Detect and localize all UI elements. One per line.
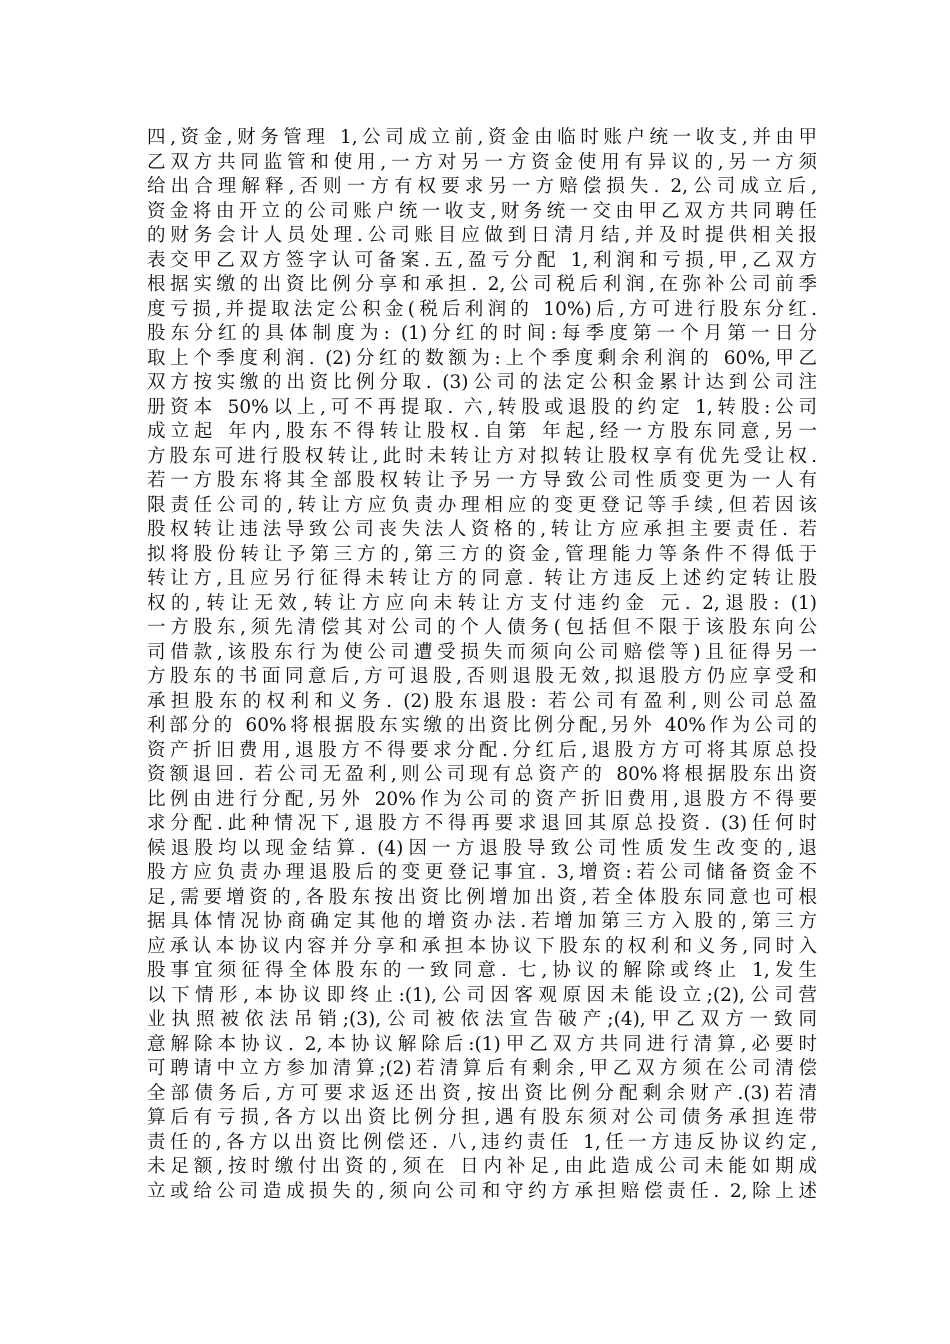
text-line: 资产折旧费用,退股方不得要求分配.分红后,退股方方可将其原总投: [147, 739, 817, 761]
text-line: 四,资金,财务管理 1,公司成立前,资金由临时账户统一收支,并由甲: [147, 127, 817, 148]
document-body: [147, 126, 817, 1204]
text-line: 方股东可进行股权转让,此时未转让方对拟转让股权享有优先受让权.: [147, 445, 817, 467]
text-line: 表交甲乙双方签字认可备案.五,盈亏分配 1,利润和亏损,甲,乙双方: [147, 249, 817, 271]
text-line: 可聘请中立方参加清算;(2)若清算后有剩余,甲乙双方须在公司清偿: [147, 1058, 817, 1079]
text-line: 全部债务后,方可要求返还出资,按出资比例分配剩余财产.(3)若清: [147, 1082, 817, 1104]
text-line: 应承认本协议内容并分享和承担本协议下股东的权利和义务,同时入: [147, 935, 817, 957]
text-line: 限责任公司的,转让方应负责办理相应的变更登记等手续,但若因该: [147, 494, 817, 516]
text-line: 司借款,该股东行为使公司遭受损失而须向公司赔偿等)且征得另一: [147, 641, 817, 663]
text-line: 的财务会计人员处理.公司账目应做到日清月结,并及时提供相关报: [147, 225, 817, 246]
text-line: 股方应负责办理退股后的变更登记事宜. 3,增资:若公司储备资金不: [147, 862, 817, 883]
text-line: 比例由进行分配,另外 20%作为公司的资产折旧费用,退股方不得要: [147, 788, 817, 810]
text-line: 足,需要增资的,各股东按出资比例增加出资,若全体股东同意也可根: [147, 886, 817, 908]
text-line: 拟将股份转让予第三方的,第三方的资金,管理能力等条件不得低于: [147, 543, 817, 565]
text-line: 取上个季度利润. (2)分红的数额为:上个季度剩余利润的 60%,甲乙: [147, 347, 817, 369]
text-line: 度亏损,并提取法定公积金(税后利润的 10%)后,方可进行股东分红.: [147, 298, 817, 320]
text-line: 未足额,按时缴付出资的,须在 日内补足,由此造成公司未能如期成: [147, 1156, 817, 1177]
text-line: 根据实缴的出资比例分享和承担. 2,公司税后利润,在弥补公司前季: [147, 274, 817, 295]
text-line: 立或给公司造成损失的,须向公司和守约方承担赔偿责任. 2,除上述: [147, 1180, 817, 1202]
text-line: 利部分的 60%将根据股东实缴的出资比例分配,另外 40%作为公司的: [147, 715, 817, 736]
text-line: 以下情形,本协议即终止:(1),公司因客观原因未能设立;(2),公司营: [147, 984, 817, 1006]
text-line: 若一方股东将其全部股权转让予另一方导致公司性质变更为一人有: [147, 470, 817, 491]
text-line: 权的,转让无效,转让方应向未转让方支付违约金 元. 2,退股: (1): [147, 592, 817, 614]
text-line: 责任的,各方以出资比例偿还. 八,违约责任 1,任一方违反协议约定,: [147, 1131, 817, 1153]
text-line: 承担股东的权利和义务. (2)股东退股: 若公司有盈利,则公司总盈: [147, 690, 817, 712]
text-line: 求分配.此种情况下,退股方不得再要求退回其原总投资. (3)任何时: [147, 813, 817, 834]
text-line: 给出合理解释,否则一方有权要求另一方赔偿损失. 2,公司成立后,: [147, 176, 817, 197]
text-line: 册资本 50%以上,可不再提取. 六,转股或退股的约定 1,转股:公司: [147, 396, 817, 418]
text-line: 股事宜须征得全体股东的一致同意. 七,协议的解除或终止 1,发生: [147, 960, 817, 981]
text-line: 算后有亏损,各方以出资比例分担,遇有股东须对公司债务承担连带: [147, 1107, 817, 1128]
text-line: 业执照被依法吊销;(3),公司被依法宣告破产;(4),甲乙双方一致同: [147, 1009, 817, 1030]
text-line: 据具体情况协商确定其他的增资办法.若增加第三方入股的,第三方: [147, 911, 817, 932]
text-line: 候退股均以现金结算. (4)因一方退股导致公司性质发生改变的,退: [147, 837, 817, 859]
text-line: 双方按实缴的出资比例分取. (3)公司的法定公积金累计达到公司注: [147, 372, 817, 393]
text-line: 一方股东,须先清偿其对公司的个人债务(包括但不限于该股东向公: [147, 617, 817, 638]
text-line: 方股东的书面同意后,方可退股,否则退股无效,拟退股方仍应享受和: [147, 666, 817, 687]
text-line: 成立起 年内,股东不得转让股权.自第 年起,经一方股东同意,另一: [147, 421, 817, 442]
text-line: 股权转让违法导致公司丧失法人资格的,转让方应承担主要责任. 若: [147, 519, 817, 540]
text-line: 股东分红的具体制度为: (1)分红的时间:每季度第一个月第一日分: [147, 323, 817, 344]
text-line: 转让方,且应另行征得未转让方的同意. 转让方违反上述约定转让股: [147, 568, 817, 589]
text-line: 资额退回. 若公司无盈利,则公司现有总资产的 80%将根据股东出资: [147, 764, 817, 785]
text-line: 意解除本协议. 2,本协议解除后:(1)甲乙双方共同进行清算,必要时: [147, 1033, 817, 1055]
text-line: 资金将由开立的公司账户统一收支,财务统一交由甲乙双方共同聘任: [147, 200, 817, 222]
text-line: 乙双方共同监管和使用,一方对另一方资金使用有异议的,另一方须: [147, 151, 817, 173]
